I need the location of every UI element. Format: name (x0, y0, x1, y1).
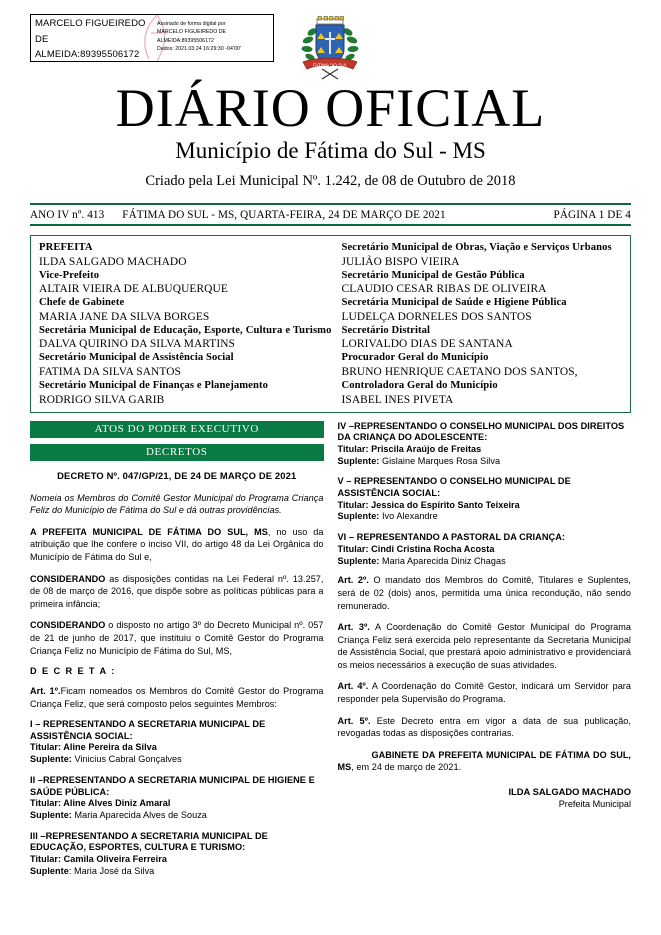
official-name: MARIA JANE DA SILVA BORGES (39, 310, 210, 323)
closing-lead: GABINETE DA PREFEITA MUNICIPAL DE FÁTIMA DO SUL, MS (337, 749, 631, 773)
member-group (338, 476, 632, 523)
official-role: Secretário Distrital (341, 324, 431, 336)
decree-preamble-lead: A PREFEITA MUNICIPAL DE FÁTIMA DO SUL, MS (30, 526, 268, 537)
page-indicator: PÁGINA 1 DE 4 (553, 208, 631, 221)
decree-article-5 (338, 715, 632, 740)
official-name: BRUNO HENRIQUE CAETANO DOS SANTOS, (341, 365, 578, 378)
considerando-1-rest: as disposições contidas na Lei Federal nº. 13.257, de 08 de março de 2016, que dispõe sobre as políticas públicas para a primeira infância; (30, 573, 324, 609)
signer-name: ILDA SALGADO MACHADO (508, 786, 631, 798)
decree-heading: DECRETO Nº. 047/GP/21, DE 24 DE MARÇO DE 2021 (57, 469, 297, 481)
suplente-label: Suplente: (337, 455, 380, 466)
decree-considerando-2 (30, 619, 324, 657)
suplente-name: Maria Aparecida Alves de Souza (71, 810, 207, 821)
signature-details (154, 15, 273, 61)
decree-article-4 (338, 680, 632, 705)
suplente-label: Suplente: (337, 511, 380, 522)
member-suplente (338, 511, 632, 523)
article-4-rest: A Coordenação do Comitê Gestor, indicará um Servidor para responder pela Supervisão do Programa. (337, 681, 631, 705)
official-name: LUDELÇA DORNELES DOS SANTOS (341, 310, 532, 323)
member-titular: Titular: Aline Alves Diniz Amaral (30, 798, 171, 809)
closing-rest: , em 24 de março de 2021. (351, 762, 462, 773)
official-role: Chefe de Gabinete (39, 297, 125, 309)
article-1-lead: Art. 1º. (30, 686, 61, 697)
official-name: CLAUDIO CESAR RIBAS DE OLIVEIRA (341, 283, 547, 296)
suplente-name: : Maria José da Silva (68, 865, 155, 876)
member-suplente (30, 866, 324, 878)
decree-considerando-1 (30, 573, 324, 611)
issue-metabar (30, 203, 631, 226)
official-name: ISABEL INES PIVETA (341, 393, 454, 406)
member-suplente (30, 810, 324, 822)
article-1-rest: Ficam nomeados os Membros do Comitê Gestor do Programa Criança Feliz, que será composto pelos seguintes Membros: (30, 686, 324, 709)
member-group-heading: V – REPRESENTANDO O CONSELHO MUNICIPAL DE ASSISTÊNCIA SOCIAL: (337, 476, 571, 498)
suplente-label: Suplente: (337, 555, 380, 566)
member-group (338, 421, 632, 468)
decree-preamble (30, 526, 324, 564)
decree-summary: Nomeia os Membros do Comitê Gestor Municipal do Programa Criança Feliz do Município de Fátima do Sul e dá outras providências. (30, 492, 324, 516)
banner-atos-poder-executivo: ATOS DO PODER EXECUTIVO (30, 421, 324, 438)
official-name: RODRIGO SILVA GARIB (39, 393, 165, 406)
signature-subject-name: MARCELO FIGUEIREDO DE ALMEIDA:89395506172 (35, 18, 146, 60)
masthead-law-reference: Criado pela Lei Municipal Nº. 1.242, de 08 de Outubro de 2018 (145, 173, 516, 189)
official-name: JULIÃO BISPO VIEIRA (341, 255, 460, 268)
signature-meta-line-3: ALMEIDA:89395506172 (157, 37, 214, 44)
member-group-heading: VI – REPRESENTANDO A PASTORAL DA CRIANÇA: (337, 532, 565, 543)
considerando-2-rest: o disposto no artigo 3º do Decreto Municipal nº. 057 de 21 de junho de 2017, que instituiu o Comitê Gestor do Programa Criança Feliz no Município de Fátima do Sul, MS, (30, 620, 324, 656)
official-name: DALVA QUIRINO DA SILVA MARTINS (39, 338, 235, 351)
coat-of-arms-icon (295, 16, 365, 82)
suplente-label: Suplente: (30, 754, 72, 765)
official-role: Secretário Municipal de Gestão Pública (341, 269, 525, 281)
suplente-label: Suplente (30, 865, 69, 876)
masthead-subtitle: Município de Fátima do Sul - MS (175, 138, 486, 163)
member-suplente (338, 456, 632, 468)
member-group (30, 719, 324, 766)
member-suplente (30, 754, 324, 766)
official-role: Secretária Municipal de Saúde e Higiene Pública (341, 297, 567, 309)
official-role: Secretária Municipal de Educação, Esporte, Cultura e Turismo (39, 324, 332, 336)
decree-preamble-rest: , no uso da atribuição que lhe confere o inciso VII, do artigo 48 da Lei Orgânica do Município de Fátima do Sul e, (30, 526, 324, 562)
official-role: PREFEITA (39, 242, 93, 253)
suplente-name: Gislaine Marques Rosa Silva (379, 455, 501, 466)
officials-column-left (39, 241, 332, 407)
official-name: ALTAIR VIEIRA DE ALBUQUERQUE (39, 283, 228, 296)
member-group-heading: III –REPRESENTANDO A SECRETARIA MUNICIPAL DE EDUCAÇÃO, ESPORTES, CULTURA E TURISMO: (30, 830, 268, 853)
official-name: FATIMA DA SILVA SANTOS (39, 365, 181, 378)
page-title: DIÁRIO OFICIAL (115, 78, 546, 138)
member-group-heading: IV –REPRESENTANDO O CONSELHO MUNICIPAL DOS DIREITOS DA CRIANÇA DO ADOLESCENTE: (337, 420, 625, 443)
considerando-1-lead: CONSIDERANDO (30, 573, 106, 584)
decree-closing (338, 749, 632, 774)
official-role: Secretário Municipal de Finanças e Planejamento (39, 379, 269, 391)
article-3-lead: Art. 3º. (337, 622, 370, 633)
issue-place-date: FÁTIMA DO SUL - MS, QUARTA-FEIRA, 24 DE MARÇO DE 2021 (122, 208, 446, 221)
content-column-right (338, 421, 632, 878)
article-5-rest: Este Decreto entra em vigor a data de sua publicação, revogadas todas as disposições contrarias. (337, 715, 631, 739)
official-role: Secretário Municipal de Assistência Social (39, 352, 234, 364)
member-group-heading: I – REPRESENTANDO A SECRETARIA MUNICIPAL DE ASSISTÊNCIA SOCIAL: (30, 719, 266, 741)
article-5-lead: Art. 5º. (337, 715, 371, 726)
member-titular: Titular: Jessica do Espírito Santo Teixeira (337, 499, 520, 510)
content-columns (30, 421, 631, 878)
official-role: Vice-Prefeito (39, 269, 100, 281)
article-2-rest: O mandato dos Membros do Comitê, Titulares e Suplentes, será de 02 (dois) anos, permitida uma única recondução, não sendo remunerado. (337, 575, 631, 611)
article-3-rest: A Coordenação do Comitê Gestor Municipal do Programa Criança Feliz será exercida pelo representante da Secretaria Municipal de Assistência Social, que prestará apoio administrativo e providenciará os meios necessários à execução de suas atividades. (337, 622, 631, 670)
issue-number: ANO IV nº. 413 (30, 208, 105, 221)
banner-decretos: DECRETOS (30, 444, 324, 461)
member-titular: Titular: Priscila Araújo de Freitas (337, 443, 482, 454)
signer-role: Prefeita Municipal (558, 799, 631, 810)
suplente-name: Vinicius Cabral Gonçalves (71, 754, 182, 765)
decree-article-1 (30, 685, 324, 710)
metabar-left-group (30, 209, 446, 221)
decree-article-2 (338, 574, 632, 612)
member-group-heading: II –REPRESENTANDO A SECRETARIA MUNICIPAL DE HIGIENE E SAÚDE PÚBLICA: (30, 775, 315, 797)
member-group (338, 532, 632, 567)
official-role: Procurador Geral do Município (341, 352, 489, 364)
content-column-left (30, 421, 324, 878)
officials-box (30, 235, 631, 413)
decreta-label: D E C R E T A : (30, 666, 116, 677)
official-name: LORIVALDO DIAS DE SANTANA (341, 338, 513, 351)
member-group (30, 775, 324, 822)
official-role: Controladora Geral do Município (341, 379, 498, 391)
article-4-lead: Art. 4º. (337, 681, 369, 692)
signature-meta-line-2: MARCELO FIGUEIREDO DE (157, 29, 227, 36)
official-name: ILDA SALGADO MACHADO (39, 255, 187, 268)
member-titular: Titular: Camila Oliveira Ferreira (30, 854, 167, 865)
article-2-lead: Art. 2º. (337, 575, 369, 586)
signature-meta-line-1: Assinado de forma digital por (157, 21, 226, 27)
member-group (30, 831, 324, 878)
member-suplente (338, 556, 632, 568)
signature-meta-line-4: Dados: 2021.03.24 16:29:30 -04'00' (157, 46, 241, 53)
suplente-name: Maria Aparecida Diniz Chagas (379, 555, 506, 566)
spacer (338, 567, 632, 574)
suplente-label: Suplente: (30, 810, 72, 821)
svg-text:FATIMA DO SUL: FATIMA DO SUL (312, 62, 348, 68)
official-role: Secretário Municipal de Obras, Viação e Serviços Urbanos (341, 242, 612, 253)
suplente-name: Ivo Alexandre (379, 511, 438, 522)
decree-article-3 (338, 621, 632, 671)
digital-signature-stamp (30, 14, 274, 62)
officials-column-right (332, 241, 625, 407)
member-titular: Titular: Cindi Cristina Rocha Acosta (337, 543, 495, 554)
member-titular: Titular: Aline Pereira da Silva (30, 742, 157, 753)
considerando-2-lead: CONSIDERANDO (30, 620, 106, 631)
